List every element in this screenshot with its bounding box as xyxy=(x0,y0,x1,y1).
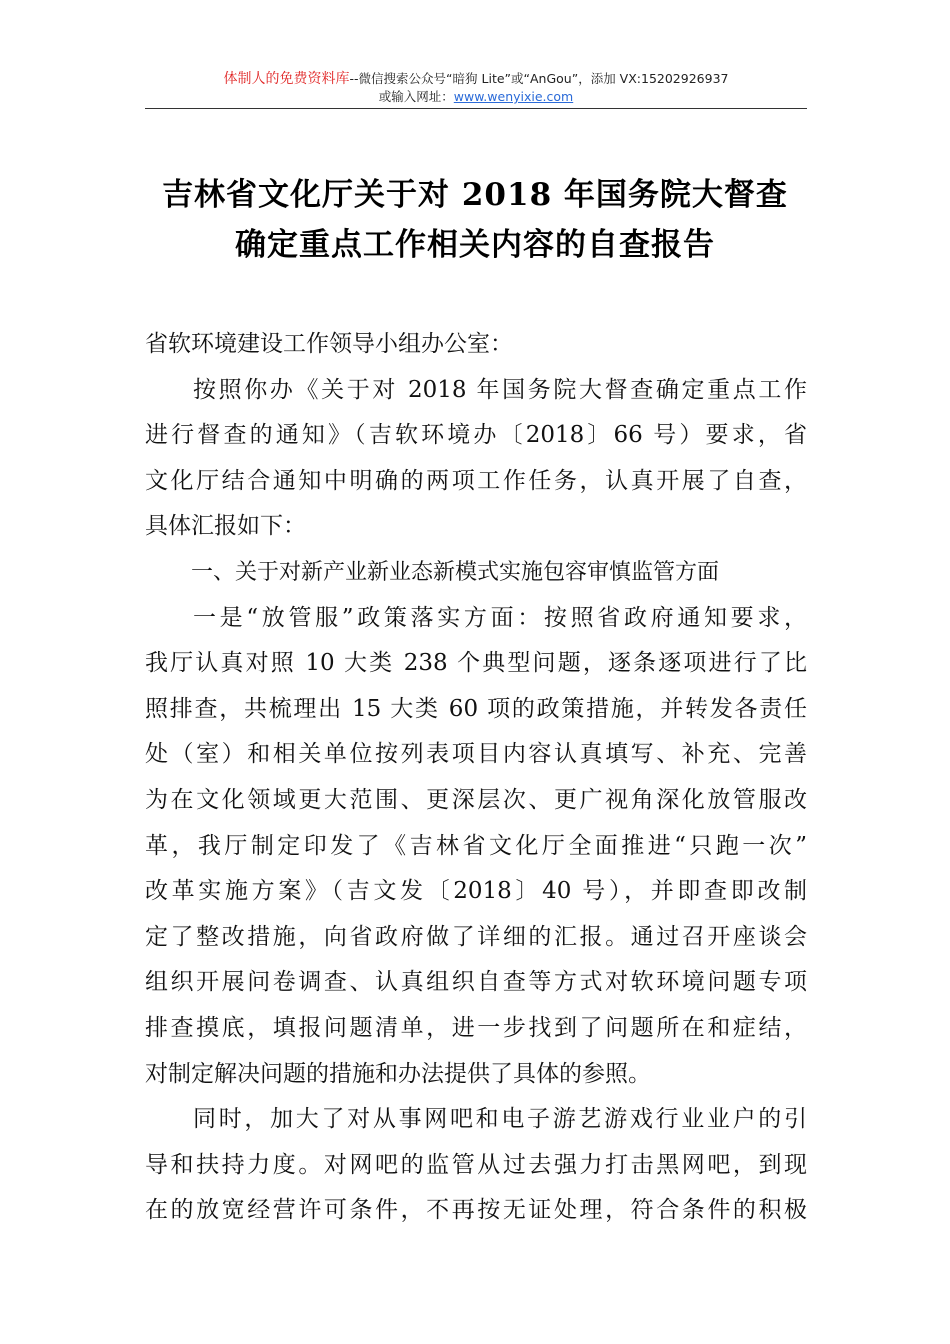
header-divider xyxy=(145,108,807,109)
paragraph-line: 具体汇报如下： xyxy=(145,513,306,540)
paragraph-line: 进行督查的通知》（吉软环境办〔2018〕66 号）要求，省 xyxy=(145,422,807,449)
salutation: 省软环境建设工作领导小组办公室： xyxy=(145,331,513,357)
paragraph-line: 我厅认真对照 10 大类 238 个典型问题，逐条逐项进行了比 xyxy=(145,650,807,677)
paragraph-line: 排查摸底，填报问题清单，进一步找到了问题所在和症结， xyxy=(145,1014,807,1041)
paragraph-line: 为在文化领域更大范围、更深层次、更广视角深化放管服改 xyxy=(145,786,807,813)
header-site-link[interactable]: www.wenyixie.com xyxy=(453,89,574,104)
paragraph-line: 按照你办《关于对 2018 年国务院大督查确定重点工作 xyxy=(193,376,807,403)
paragraph-line: 导和扶持力度。对网吧的监管从过去强力打击黑网吧，到现 xyxy=(145,1151,807,1178)
header-line-2 xyxy=(145,88,807,106)
paragraph-line: 文化厅结合通知中明确的两项工作任务，认真开展了自查， xyxy=(145,467,807,494)
paragraph-line: 照排查，共梳理出 15 大类 60 项的政策措施，并转发各责任 xyxy=(145,695,807,722)
paragraph-line: 对制定解决问题的措施和办法提供了具体的参照。 xyxy=(145,1060,651,1087)
paragraph-line: 处（室）和相关单位按列表项目内容认真填写、补充、完善 xyxy=(145,741,807,768)
section-heading: 一、关于对新产业新业态新模式实施包容审慎监管方面 xyxy=(191,559,720,585)
paragraph-line: 一是“放管服”政策落实方面：按照省政府通知要求， xyxy=(193,604,807,631)
header-line-1 xyxy=(145,70,807,88)
title-line-2: 确定重点工作相关内容的自查报告 xyxy=(235,227,715,263)
paragraph-line: 组织开展问卷调查、认真组织自查等方式对软环境问题专项 xyxy=(145,969,807,996)
document-header xyxy=(145,70,807,106)
paragraph-line: 定了整改措施，向省政府做了详细的汇报。通过召开座谈会 xyxy=(145,923,807,950)
header-info: --微信搜索公众号“暗狗 Lite”或“AnGou”，添加 VX:15202926937 xyxy=(349,71,729,86)
document-title xyxy=(100,170,850,270)
paragraph-line: 同时，加大了对从事网吧和电子游艺游戏行业业户的引 xyxy=(193,1106,807,1133)
paragraph-line: 革，我厅制定印发了《吉林省文化厅全面推进“只跑一次” xyxy=(145,832,807,859)
document-body xyxy=(145,322,807,1234)
paragraph-line: 改革实施方案》（吉文发〔2018〕40 号），并即查即改制 xyxy=(145,878,807,905)
paragraph-line: 在的放宽经营许可条件，不再按无证处理，符合条件的积极 xyxy=(145,1197,807,1224)
header-brand: 体制人的免费资料库 xyxy=(223,71,350,87)
title-line-1: 吉林省文化厅关于对 2018 年国务院大督查 xyxy=(162,177,788,213)
header-site-prefix: 或输入网址： xyxy=(378,89,454,104)
